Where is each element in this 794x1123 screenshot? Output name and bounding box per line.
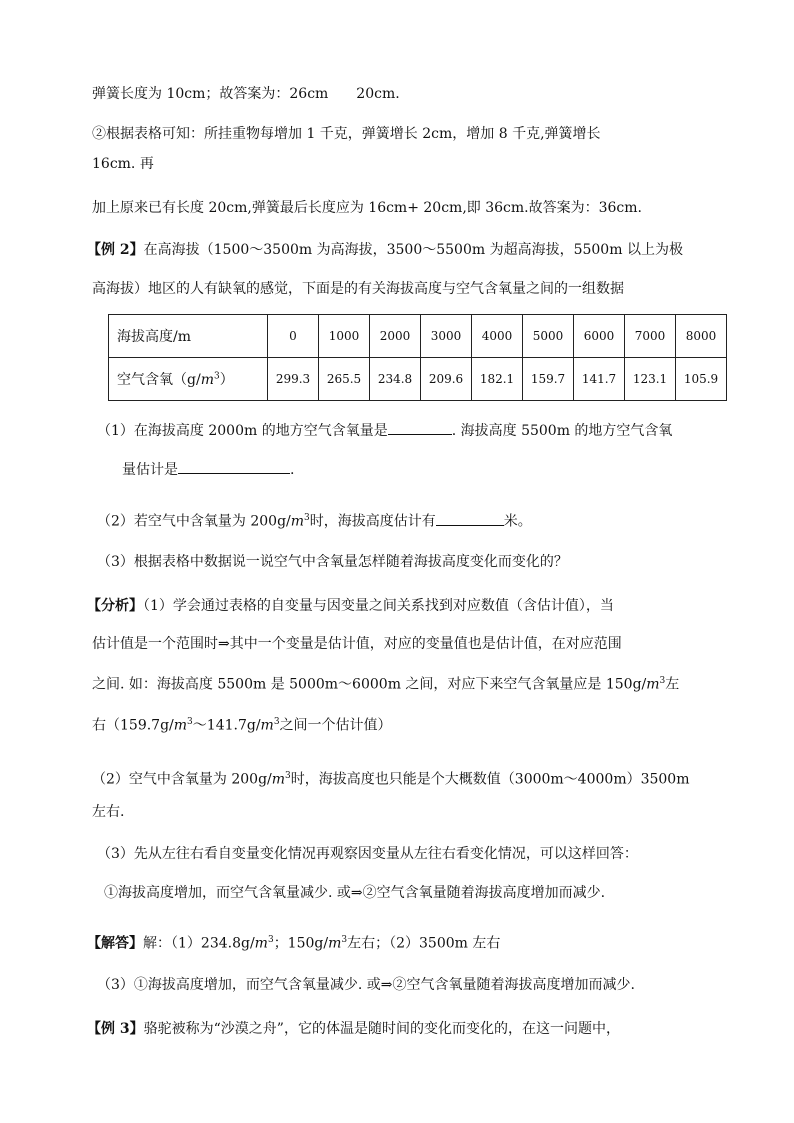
analysis-line-7: （3）先从左往右看自变量变化情况再观察因变量从左往右看变化情况，可以这样回答： xyxy=(97,846,638,862)
table-cell: 3000 xyxy=(421,315,472,358)
table-row xyxy=(109,315,727,358)
table-cell: 105.9 xyxy=(676,358,727,401)
answer-blank xyxy=(178,459,290,474)
answer-blank xyxy=(388,420,452,435)
table-cell: 0 xyxy=(268,315,319,358)
text-line-4: 加上原来已有长度 20cm,弹簧最后长度应为 16cm+ 20cm,即 36cm.故答案为：36cm. xyxy=(92,200,642,216)
table-cell: 1000 xyxy=(319,315,370,358)
analysis-line-2: 估计值是一个范围时⇒其中一个变量是估计值，对应的变量值也是估计值，在对应范围 xyxy=(92,636,622,652)
table-cell: 2000 xyxy=(370,315,421,358)
example-2-line xyxy=(87,240,683,260)
table-cell: 141.7 xyxy=(574,358,625,401)
analysis-tag: 【分析】 xyxy=(87,598,143,614)
table-cell: 4000 xyxy=(472,315,523,358)
question-3-line: （3）根据表格中数据说一说空气中含氧量怎样随着海拔高度变化而变化的？ xyxy=(97,554,568,570)
analysis-line-5: （2）空气中含氧量为 $200g/m^3$时，海拔高度也只能是个大概数值（3000m～4000m）3500m xyxy=(92,771,690,788)
table-cell: 234.8 xyxy=(370,358,421,401)
table-cell: 182.1 xyxy=(472,358,523,401)
table-cell: 123.1 xyxy=(625,358,676,401)
analysis-line-8: ①海拔高度增加，而空气含氧量减少. 或⇒②空气含氧量随着海拔高度增加而减少. xyxy=(104,885,606,901)
solution-tag: 【解答】 xyxy=(87,935,143,952)
table-cell: 5000 xyxy=(523,315,574,358)
table-cell: 6000 xyxy=(574,315,625,358)
analysis-line-6: 左右. xyxy=(92,804,125,820)
question-1-line-a: （1）在海拔高度 2000m 的地方空气含氧量是 . 海拔高度 5500m 的地方空气含氧 xyxy=(97,420,672,441)
analysis-line-4: 右（$159.7g/m^3\sim 141.7g/m^3$之间一个估计值） xyxy=(92,717,392,734)
table-cell: 265.5 xyxy=(319,358,370,401)
example-2-tag: 【例 2】 xyxy=(87,242,144,258)
altitude-oxygen-table xyxy=(108,314,727,401)
table-cell: 299.3 xyxy=(268,358,319,401)
text-line-6: 高海拔）地区的人有缺氧的感觉，下面是的有关海拔高度与空气含氧量之间的一组数据 xyxy=(92,281,624,297)
question-1-line-b: 量估计是 . xyxy=(122,459,294,480)
table-cell: 159.7 xyxy=(523,358,574,401)
table-header-oxygen: 空气含氧$(g/m^3)$ xyxy=(109,358,268,401)
example-3-tag: 【例 3】 xyxy=(87,1021,144,1037)
text-line-2: ②根据表格可知：所挂重物每增加 1 千克，弹簧增长 2cm，增加 8 千克,弹簧增长 xyxy=(92,126,601,142)
answer-blank xyxy=(436,511,504,526)
text-line-1: 弹簧长度为 10cm；故答案为：26cm 20cm. xyxy=(92,86,400,102)
table-row xyxy=(109,358,727,401)
table-cell: 7000 xyxy=(625,315,676,358)
example-2-text: 在高海拔（1500～3500m 为高海拔，3500～5500m 为超高海拔，5500m 以上为极 xyxy=(143,242,683,258)
table-cell: 209.6 xyxy=(421,358,472,401)
solution-line-2: （3）①海拔高度增加，而空气含氧量减少. 或⇒②空气含氧量随着海拔高度增加而减少. xyxy=(97,977,635,993)
solution-line-1: 【解答】解：$(1)234.8g/m^3$；$150g/m^3$左右；（2）3500m 左右 xyxy=(87,935,501,952)
question-2-line: （2）若空气中含氧量为 $200g/m^3$时，海拔高度估计有 米。 xyxy=(97,508,532,532)
text-line-3: 16cm. 再 xyxy=(92,156,154,172)
table-header-altitude: 海拔高度/m xyxy=(109,315,268,358)
analysis-line-1: 【分析】（1）学会通过表格的自变量与因变量之间关系找到对应数值（含估计值），当 xyxy=(87,598,614,614)
example-3-line: 【例 3】骆驼被称为“沙漠之舟”，它的体温是随时间的变化而变化的，在这一问题中， xyxy=(87,1021,620,1037)
analysis-line-3: 之间. 如：海拔高度 5500m 是 5000m～6000m 之间，对应下来空气含氧量应是 $150g/m^3$左 xyxy=(92,676,680,693)
table-cell: 8000 xyxy=(676,315,727,358)
